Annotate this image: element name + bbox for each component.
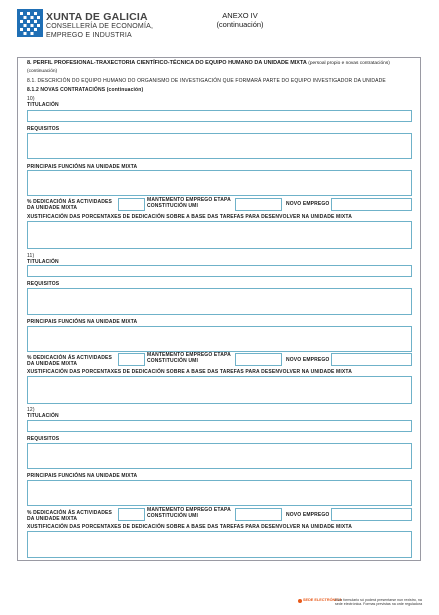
annex-subtitle: (continuación)	[216, 19, 264, 29]
annex-heading	[195, 12, 285, 29]
section-title	[27, 60, 415, 75]
dedicacion-label: % DEDICACIÓN ÁS ACTIVIDADES	[27, 199, 112, 205]
funcions-field[interactable]	[27, 170, 412, 196]
mantemento-label: MANTEMENTO EMPREGO ETAPA	[147, 197, 231, 203]
requisitos-label: REQUISITOS	[27, 436, 60, 442]
sede-electronica-icon	[298, 599, 302, 603]
annex-title: ANEXO IV	[222, 11, 258, 20]
dedicacion-field[interactable]	[118, 508, 145, 521]
brand-block	[46, 11, 153, 40]
funcions-label: PRINCIPAIS FUNCIÓNS NA UNIDADE MIXTA	[27, 319, 138, 325]
dedicacion-field[interactable]	[118, 353, 145, 366]
dedicacion-label-2: DA UNIDADE MIXTA	[27, 205, 78, 211]
funcions-field[interactable]	[27, 480, 412, 506]
titulacion-label: TITULACIÓN	[27, 102, 59, 108]
titulacion-field[interactable]	[27, 420, 412, 432]
brand-line-2: EMPREGO E INDUSTRIA	[46, 31, 132, 39]
mantemento-label: MANTEMENTO EMPREGO ETAPA	[147, 352, 231, 358]
section-title-main: 8. PERFIL PROFESIONAL-TRAXECTORIA CIENTÍFICO-TÉCNICA DO EQUIPO HUMANO DA UNIDADE MIXTA	[27, 60, 307, 66]
requisitos-field[interactable]	[27, 443, 412, 469]
entry-number: 11)	[27, 253, 35, 259]
mantemento-label-2: CONSTITUCIÓN UMI	[147, 203, 199, 209]
requisitos-label: REQUISITOS	[27, 281, 60, 287]
novo-emprego-label: NOVO EMPREGO	[286, 512, 330, 518]
xustificacion-label: XUSTIFICACIÓN DAS PORCENTAXES DE DEDICACIÓN SOBRE A BASE DAS TAREFAS PARA DESENVOLVER NA UNIDADE MIXTA	[27, 524, 352, 530]
novo-emprego-label: NOVO EMPREGO	[286, 357, 330, 363]
titulacion-field[interactable]	[27, 265, 412, 277]
novo-emprego-field[interactable]	[331, 353, 412, 366]
subsection-title: 8.1. DESCRICIÓN DO EQUIPO HUMANO DO ORGANISMO DE INVESTIGACIÓN QUE FORMARÁ PARTE DO EQUIPO INVESTIGADOR DA UNIDADE	[27, 78, 386, 84]
xustificacion-field[interactable]	[27, 376, 412, 404]
footer-text: Este formulario só poderá presentarse nun rexistro, na sede electrónica. Formas previstas na orde reguladora	[335, 598, 423, 607]
titulacion-label: TITULACIÓN	[27, 259, 59, 265]
dedicacion-field[interactable]	[118, 198, 145, 211]
titulacion-label: TITULACIÓN	[27, 413, 59, 419]
page-header	[17, 9, 427, 55]
dedicacion-label: % DEDICACIÓN ÁS ACTIVIDADES	[27, 510, 112, 516]
novo-emprego-field[interactable]	[331, 198, 412, 211]
dedicacion-label-2: DA UNIDADE MIXTA	[27, 516, 78, 522]
mantemento-field[interactable]	[235, 508, 282, 521]
funcions-label: PRINCIPAIS FUNCIÓNS NA UNIDADE MIXTA	[27, 164, 138, 170]
mantemento-label: MANTEMENTO EMPREGO ETAPA	[147, 507, 231, 513]
entry-number: 12)	[27, 407, 35, 413]
footer-label: SEDE ELECTRÓNICA	[303, 598, 342, 602]
entry-number: 10)	[27, 96, 35, 102]
xustificacion-field[interactable]	[27, 221, 412, 249]
mantemento-field[interactable]	[235, 198, 282, 211]
novo-emprego-field[interactable]	[331, 508, 412, 521]
brand-title: XUNTA DE GALICIA	[46, 11, 148, 23]
xustificacion-label: XUSTIFICACIÓN DAS PORCENTAXES DE DEDICACIÓN SOBRE A BASE DAS TAREFAS PARA DESENVOLVER NA UNIDADE MIXTA	[27, 369, 352, 375]
requisitos-field[interactable]	[27, 133, 412, 159]
novo-emprego-label: NOVO EMPREGO	[286, 201, 330, 207]
xustificacion-label: XUSTIFICACIÓN DAS PORCENTAXES DE DEDICACIÓN SOBRE A BASE DAS TAREFAS PARA DESENVOLVER NA UNIDADE MIXTA	[27, 214, 352, 220]
mantemento-label-2: CONSTITUCIÓN UMI	[147, 513, 199, 519]
subsubsection-title: 8.1.2 NOVAS CONTRATACIÓNS (continuación)	[27, 87, 144, 93]
dedicacion-label: % DEDICACIÓN ÁS ACTIVIDADES	[27, 355, 112, 361]
funcions-label: PRINCIPAIS FUNCIÓNS NA UNIDADE MIXTA	[27, 473, 138, 479]
dedicacion-label-2: DA UNIDADE MIXTA	[27, 361, 78, 367]
mantemento-label-2: CONSTITUCIÓN UMI	[147, 358, 199, 364]
mantemento-field[interactable]	[235, 353, 282, 366]
section-title-note: (persoal propio e novas contratacións) (continuación)	[27, 61, 390, 74]
requisitos-label: REQUISITOS	[27, 126, 60, 132]
xunta-logo-icon	[17, 9, 43, 37]
brand-line-1: CONSELLERÍA DE ECONOMÍA,	[46, 23, 154, 30]
requisitos-field[interactable]	[27, 288, 412, 315]
funcions-field[interactable]	[27, 326, 412, 352]
titulacion-field[interactable]	[27, 110, 412, 122]
xustificacion-field[interactable]	[27, 531, 412, 558]
